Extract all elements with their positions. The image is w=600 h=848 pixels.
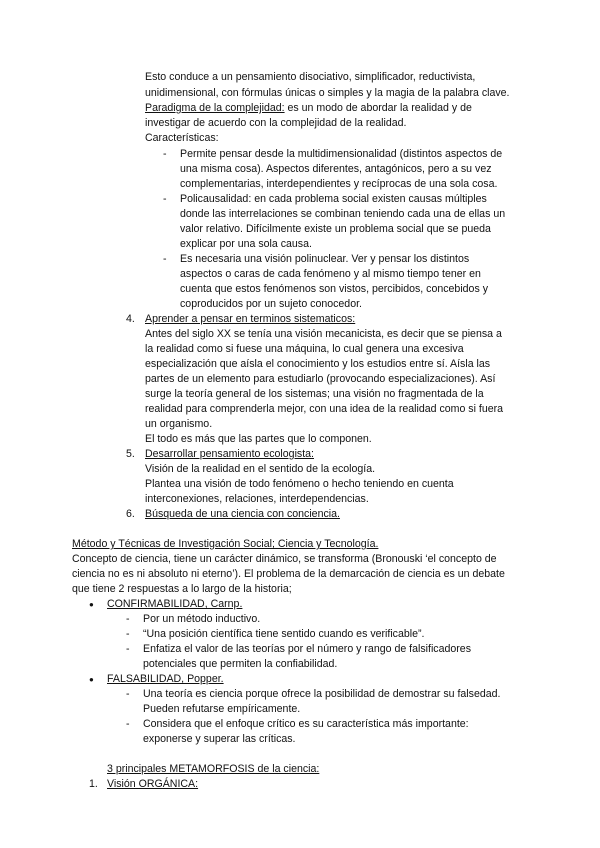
confirm-item-2: “Una posición científica tiene sentido cuando es verificable”. (143, 628, 425, 640)
bullet-1-line-2: una misma cosa). Aspectos diferentes, antagónicos, pero a su vez (180, 163, 492, 175)
paradigma-text: es un modo de abordar la realidad y de (284, 102, 472, 114)
metamorfosis-heading: 3 principales METAMORFOSIS de la ciencia: (107, 763, 320, 775)
confirm-title: CONFIRMABILIDAD, Carnp. (107, 598, 243, 610)
metamorfosis-item-1-number: 1. (89, 778, 98, 790)
dash-marker: - (126, 628, 130, 640)
item-6-title: Búsqueda de una ciencia con conciencia. (145, 508, 340, 520)
item-4-line-6: realidad para comprenderla mejor, con una idea de la realidad como si fuera (145, 403, 504, 415)
falsa-item-1-line-2: Pueden refutarse empíricamente. (143, 703, 301, 715)
item-5-line-1: Visión de la realidad en el sentido de la ecología. (145, 463, 376, 475)
item-4-line-2: la realidad como si fuese una máquina, lo cual genera una excesiva (145, 343, 464, 355)
confirm-item-3-line-1: Enfatiza el valor de las teorías por el número y rango de falsificadores (143, 643, 471, 655)
bullet-1-line-1: Permite pensar desde la multidimensionalidad (distintos aspectos de (180, 148, 503, 160)
item-4-line-8: El todo es más que las partes que lo componen. (145, 433, 372, 445)
bullet-2-line-3: valor relativo. Difícilmente existe un problema social que se pueda (180, 223, 491, 235)
bullet-1-line-3: complementarias, interdependientes y recíprocas de una sola cosa. (180, 178, 498, 190)
falsa-item-2-line-1: Considera que el enfoque crítico es su característica más importante: (143, 718, 469, 730)
falsa-item-1-line-1: Una teoría es ciencia porque ofrece la posibilidad de demostrar su falsedad. (143, 688, 501, 700)
bullet-3-line-4: coproducidos por un sujeto conocedor. (180, 298, 362, 310)
item-5-line-2: Plantea una visión de todo fenómeno o hecho teniendo en cuenta (145, 478, 454, 490)
bullet-3-line-1: Es necesaria una visión polinuclear. Ver y pensar los distintos (180, 253, 470, 265)
intro-line-2: unidimensional, con fórmulas únicas o simples y la magia de la palabra clave. (145, 87, 510, 99)
item-4-title: Aprender a pensar en terminos sistematicos: (145, 313, 356, 325)
bullet-2-line-1: Policausalidad: en cada problema social existen causas múltiples (180, 193, 487, 205)
bullet-dot: ● (89, 600, 94, 609)
bullet-3-line-3: cuenta que estos fenómenos son vistos, percibidos, concebidos y (180, 283, 488, 295)
metodo-heading: Método y Técnicas de Investigación Social; Ciencia y Tecnología. (72, 538, 379, 550)
item-5-title: Desarrollar pensamiento ecologista: (145, 448, 314, 460)
dash-marker: - (126, 688, 130, 700)
dash-marker: - (163, 253, 167, 265)
item-5-number: 5. (126, 448, 135, 460)
item-4-line-4: partes de un elemento para estudiarlo (provocando especializaciones). Así (145, 373, 496, 385)
intro-line-1: Esto conduce a un pensamiento disociativo, simplificador, reductivista, (145, 71, 476, 83)
paradigma-line-1 (145, 101, 472, 115)
dash-marker: - (163, 193, 167, 205)
dash-marker: - (163, 148, 167, 160)
caracteristicas-label: Características: (145, 132, 219, 144)
item-4-number: 4. (126, 313, 135, 325)
item-6-number: 6. (126, 508, 135, 520)
confirm-item-1: Por un método inductivo. (143, 613, 261, 625)
item-4-line-5: surge la teoría general de los sistemas; una visión no fragmentada de la (145, 388, 484, 400)
falsa-title: FALSABILIDAD, Popper. (107, 673, 224, 685)
confirm-item-3-line-2: potenciales que permiten la confiabilidad. (143, 658, 338, 670)
item-4-line-1: Antes del siglo XX se tenía una visión mecanicista, es decir que se piensa a (145, 328, 502, 340)
bullet-3-line-2: aspectos o caras de cada fenómeno y al mismo tiempo tener en (180, 268, 481, 280)
item-5-line-3: interconexiones, relaciones, interdependencias. (145, 493, 369, 505)
metodo-line-2: ciencia no es ni absoluto ni eterno’). El problema de la demarcación de ciencia es un debate (72, 568, 505, 580)
item-4-line-3: especialización que aísla el conocimiento y los estudios entre sí. Aísla las (145, 358, 491, 370)
item-4-line-7: un organismo. (145, 418, 213, 430)
dash-marker: - (126, 613, 130, 625)
bullet-2-line-4: explicar por una sola causa. (180, 238, 312, 250)
metodo-line-3: que tiene 2 respuestas a lo largo de la historia; (72, 583, 292, 595)
bullet-2-line-2: donde las interrelaciones se combinan teniendo cada una de ellas un (180, 208, 506, 220)
dash-marker: - (126, 718, 130, 730)
bullet-dot: ● (89, 675, 94, 684)
paradigma-title: Paradigma de la complejidad: (145, 102, 285, 114)
metamorfosis-item-1: Visión ORGÁNICA: (107, 778, 199, 790)
dash-marker: - (126, 643, 130, 655)
metodo-line-1: Concepto de ciencia, tiene un carácter dinámico, se transforma (Bronouski ‘el concepto de (72, 553, 497, 565)
falsa-item-2-line-2: exponerse y superar las críticas. (143, 733, 296, 745)
paradigma-line-2: investigar de acuerdo con la complejidad de la realidad. (145, 117, 407, 129)
